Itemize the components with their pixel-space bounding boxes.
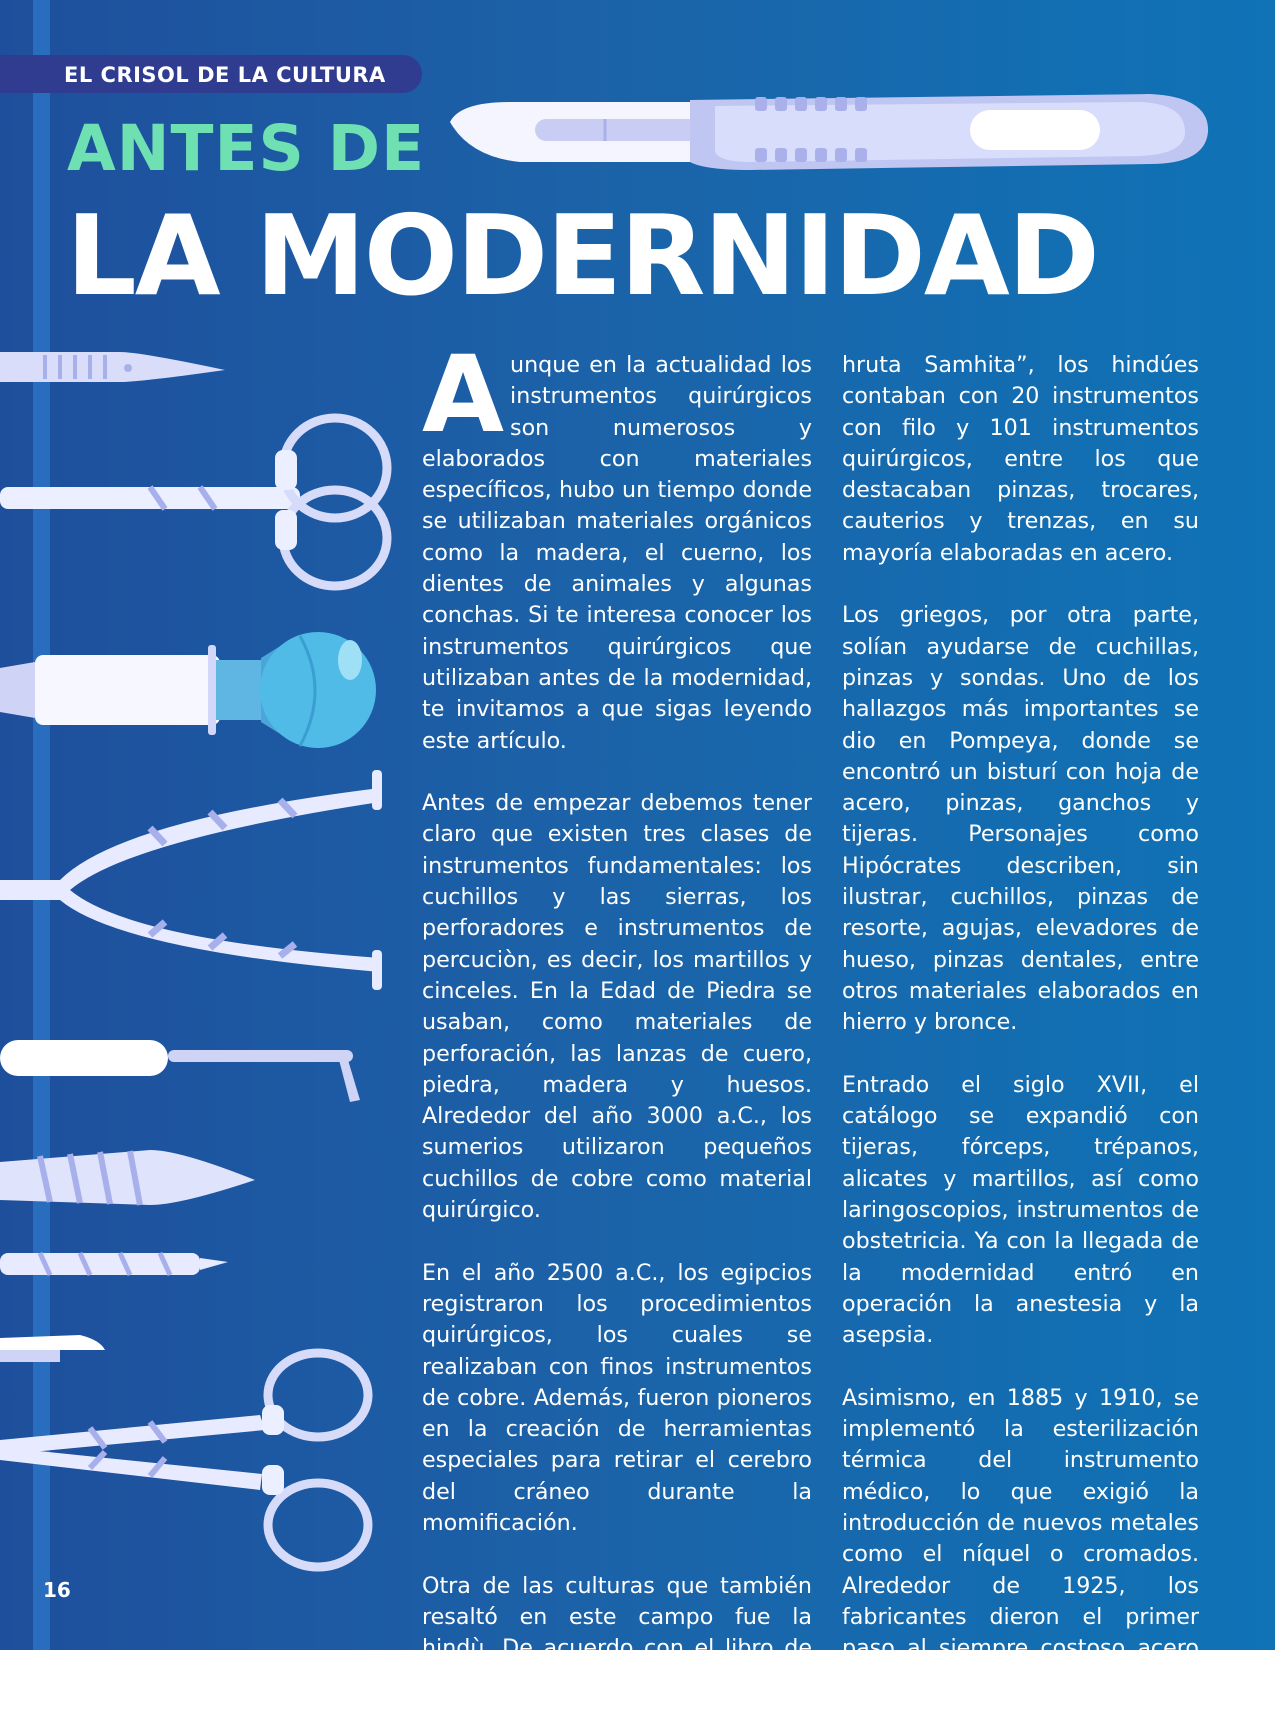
article-paragraph-7: Entrado el siglo XVII, el catálogo se expandió con tijeras, fórceps, trépanos, alicates y martillos, así como laringoscopios, instrumentos de obstetricia. Ya con la llegada de la modernidad entró en operación la anestesia y la asepsia. (842, 1071, 1199, 1349)
article-paragraph-4: Otra de las culturas que también resaltó en este campo fue la hindù. De acuerdo con el libro de cirugía “Sus- (422, 1572, 812, 1693)
article-column-right (842, 350, 1199, 1727)
scalpel-illustration (450, 92, 1210, 172)
title-line-2: LA MODERNIDAD (66, 192, 1098, 321)
article-column-left (422, 333, 812, 1727)
section-tag (0, 55, 422, 93)
article-paragraph-6: Los griegos, por otra parte, solían ayudarse de cuchillas, pinzas y sondas. Uno de los hallazgos más importantes se dio en Pompeya, donde se encontró un bisturí con hoja de acero, pinzas, ganchos y tijeras. Personajes como Hipócrates describen, sin ilustrar, cuchillos, pinzas de resorte, agujas, elevadores de hueso, pinzas dentales, entre otros materiales elaborados en hierro y bronce. (842, 602, 1199, 1036)
article-paragraph-8: Asimismo, en 1885 y 1910, se implementó la esterilización térmica del instrumento médico, lo que exigió la introducción de nuevos metales como el níquel o cromados. Alrededor de 1925, los fabricantes dieron el primer paso al siempre costoso acero inoxidable. (842, 1384, 1199, 1693)
article-paragraph-5: hruta Samhita”, los hindúes contaban con 20 instrumentos con filo y 101 instrumentos quirúrgicos, entre los que destacaban pinzas, trocares, cauterios y trenzas, en su mayoría elaboradas en acero. (842, 352, 1199, 566)
title-line-1: ANTES DE (67, 112, 426, 185)
article-paragraph-2: Antes de empezar debemos tener claro que existen tres clases de instrumentos fundamentales: los cuchillos y las sierras, los perforadores e instrumentos de percuciòn, es decir, los martillos y cinceles. En la Edad de Piedra se usaban, como materiales de perforación, las lanzas de cuero, piedra, madera y huesos. Alrededor del año 3000 a.C., los sumerios utilizaron pequeños cuchillos de cobre como material quirúrgico. (422, 790, 812, 1224)
paragraph-1-text: unque en la actualidad los instrumentos quirúrgicos son numerosos y elaborados con materiales específicos, hubo un tiempo donde se utilizaban materiales orgánicos como la madera, el cuerno, los dientes de animales y algunas conchas. Si te interesa conocer los instrumentos quirúrgicos que utilizaban antes de la modernidad, te invitamos a que sigas leyendo este artículo. (422, 352, 812, 754)
article-paragraph-1 (422, 333, 812, 757)
drop-cap: A (422, 333, 505, 456)
surgical-instruments-illustration (0, 350, 400, 1580)
page-number: 16 (43, 1578, 71, 1602)
article-paragraph-3: En el año 2500 a.C., los egipcios registraron los procedimientos quirúrgicos, los cuales se realizaban con finos instrumentos de cobre. Además, fueron pioneros en la creación de herramientas especiales para retirar el cerebro del cráneo durante la momificación. (422, 1259, 812, 1536)
section-label: EL CRISOL DE LA CULTURA (64, 63, 386, 87)
